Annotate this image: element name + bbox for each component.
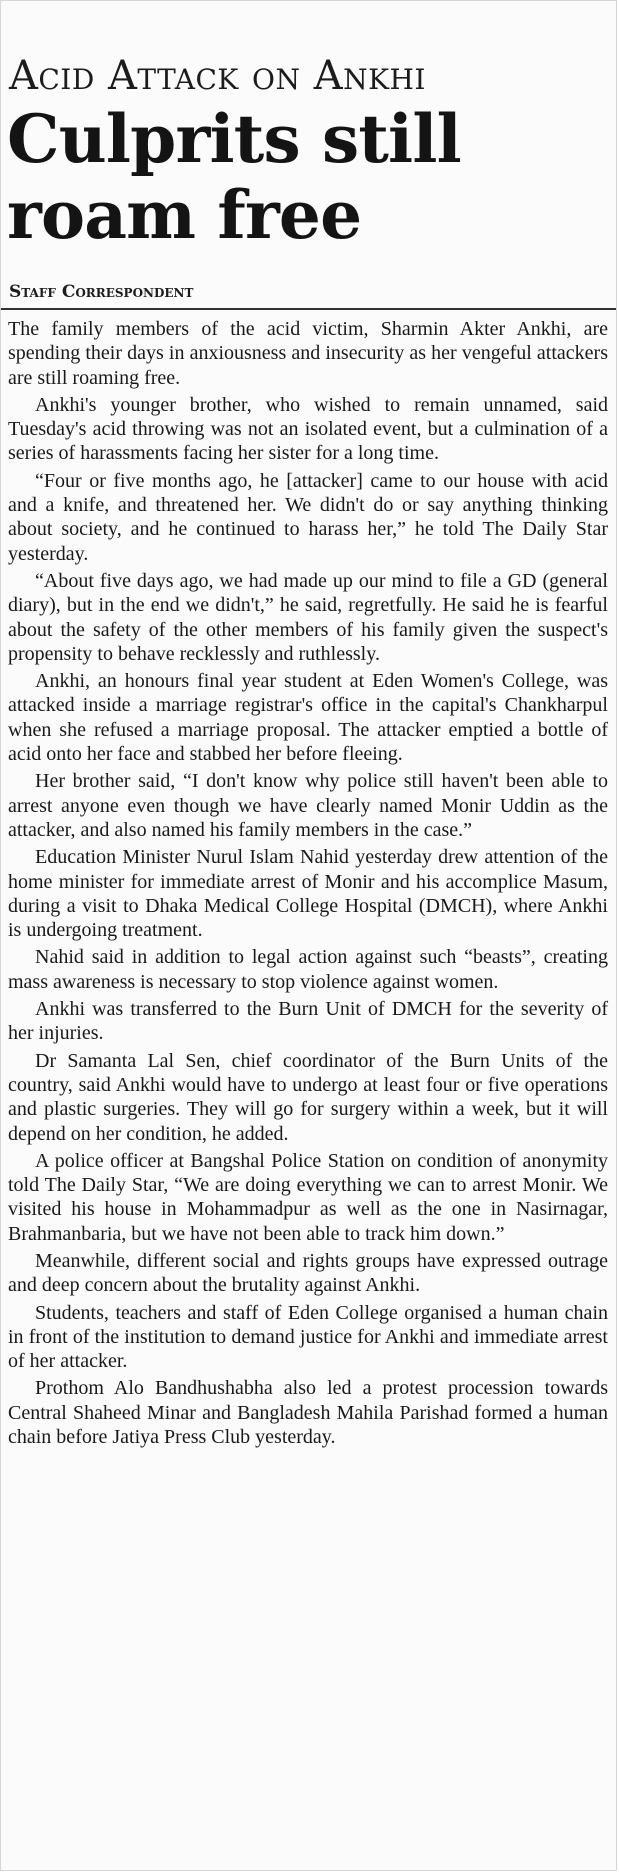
article-kicker: Acid Attack on Ankhi — [9, 53, 426, 99]
article-paragraph-13: Students, teachers and staff of Eden College organised a human chain in front of the institution to demand justice for Ankhi and immediate arrest of her attacker. — [8, 1301, 608, 1373]
article-paragraph-4: “About five days ago, we had made up our mind to file a GD (general diary), but in the end we didn't,” he said, regretfully. He said he is fearful about the safety of the other members of his family given the suspect's propensity to behave recklessly and ruthlessly. — [8, 569, 608, 665]
article-headline: Culprits still roam free — [7, 100, 461, 254]
article-paragraph-7: Education Minister Nurul Islam Nahid yesterday drew attention of the home minister for immediate arrest of Monir and his accomplice Masum, during a visit to Dhaka Medical College Hospital (DMCH), where Ankhi is undergoing treatment. — [8, 846, 608, 942]
article-paragraph-14: Prothom Alo Bandhushabha also led a protest procession towards Central Shaheed Minar and Bangladesh Mahila Parishad formed a human chain before Jatiya Press Club yesterday. — [8, 1377, 608, 1449]
article-body — [8, 317, 608, 1452]
article-paragraph-3: “Four or five months ago, he [attacker] came to our house with acid and a knife, and threatened her. We didn't do or say anything thinking about society, and he continued to harass her,” he told The Daily Star yesterday. — [8, 469, 608, 565]
article-paragraph-1: The family members of the acid victim, Sharmin Akter Ankhi, are spending their days in anxiousness and insecurity as her vengeful attackers are still roaming free. — [8, 318, 608, 389]
article-byline: Staff Correspondent — [9, 282, 194, 302]
byline-divider — [1, 308, 617, 310]
article-paragraph-6: Her brother said, “I don't know why police still haven't been able to arrest anyone even though we have clearly named Monir Uddin as the attacker, and also named his family members in the case.” — [8, 770, 608, 841]
article-paragraph-12: Meanwhile, different social and rights groups have expressed outrage and deep concern about the brutality against Ankhi. — [8, 1249, 608, 1297]
article-paragraph-10: Dr Samanta Lal Sen, chief coordinator of the Burn Units of the country, said Ankhi would have to undergo at least four or five operations and plastic surgeries. They will go for surgery within a week, but it will depend on her condition, he added. — [8, 1049, 608, 1145]
article-paragraph-5: Ankhi, an honours final year student at Eden Women's College, was attacked inside a marriage registrar's office in the capital's Chankharpul when she refused a marriage proposal. The attacker emptied a bottle of acid onto her face and stabbed her before fleeing. — [8, 670, 608, 766]
article-paragraph-9: Ankhi was transferred to the Burn Unit of DMCH for the severity of her injuries. — [8, 998, 608, 1045]
article-paragraph-11: A police officer at Bangshal Police Station on condition of anonymity told The Daily Star, “We are doing everything we can to arrest Monir. We visited his house in Mohammadpur as well as the one in Nasirnagar, Brahmanbaria, but we have not been able to track him down.” — [8, 1149, 608, 1245]
article-paragraph-8: Nahid said in addition to legal action against such “beasts”, creating mass awareness is necessary to stop violence against women. — [8, 946, 608, 993]
article-paragraph-2: Ankhi's younger brother, who wished to remain unnamed, said Tuesday's acid throwing was not an isolated event, but a culmination of a series of harassments facing her sister for a long time. — [8, 393, 608, 465]
